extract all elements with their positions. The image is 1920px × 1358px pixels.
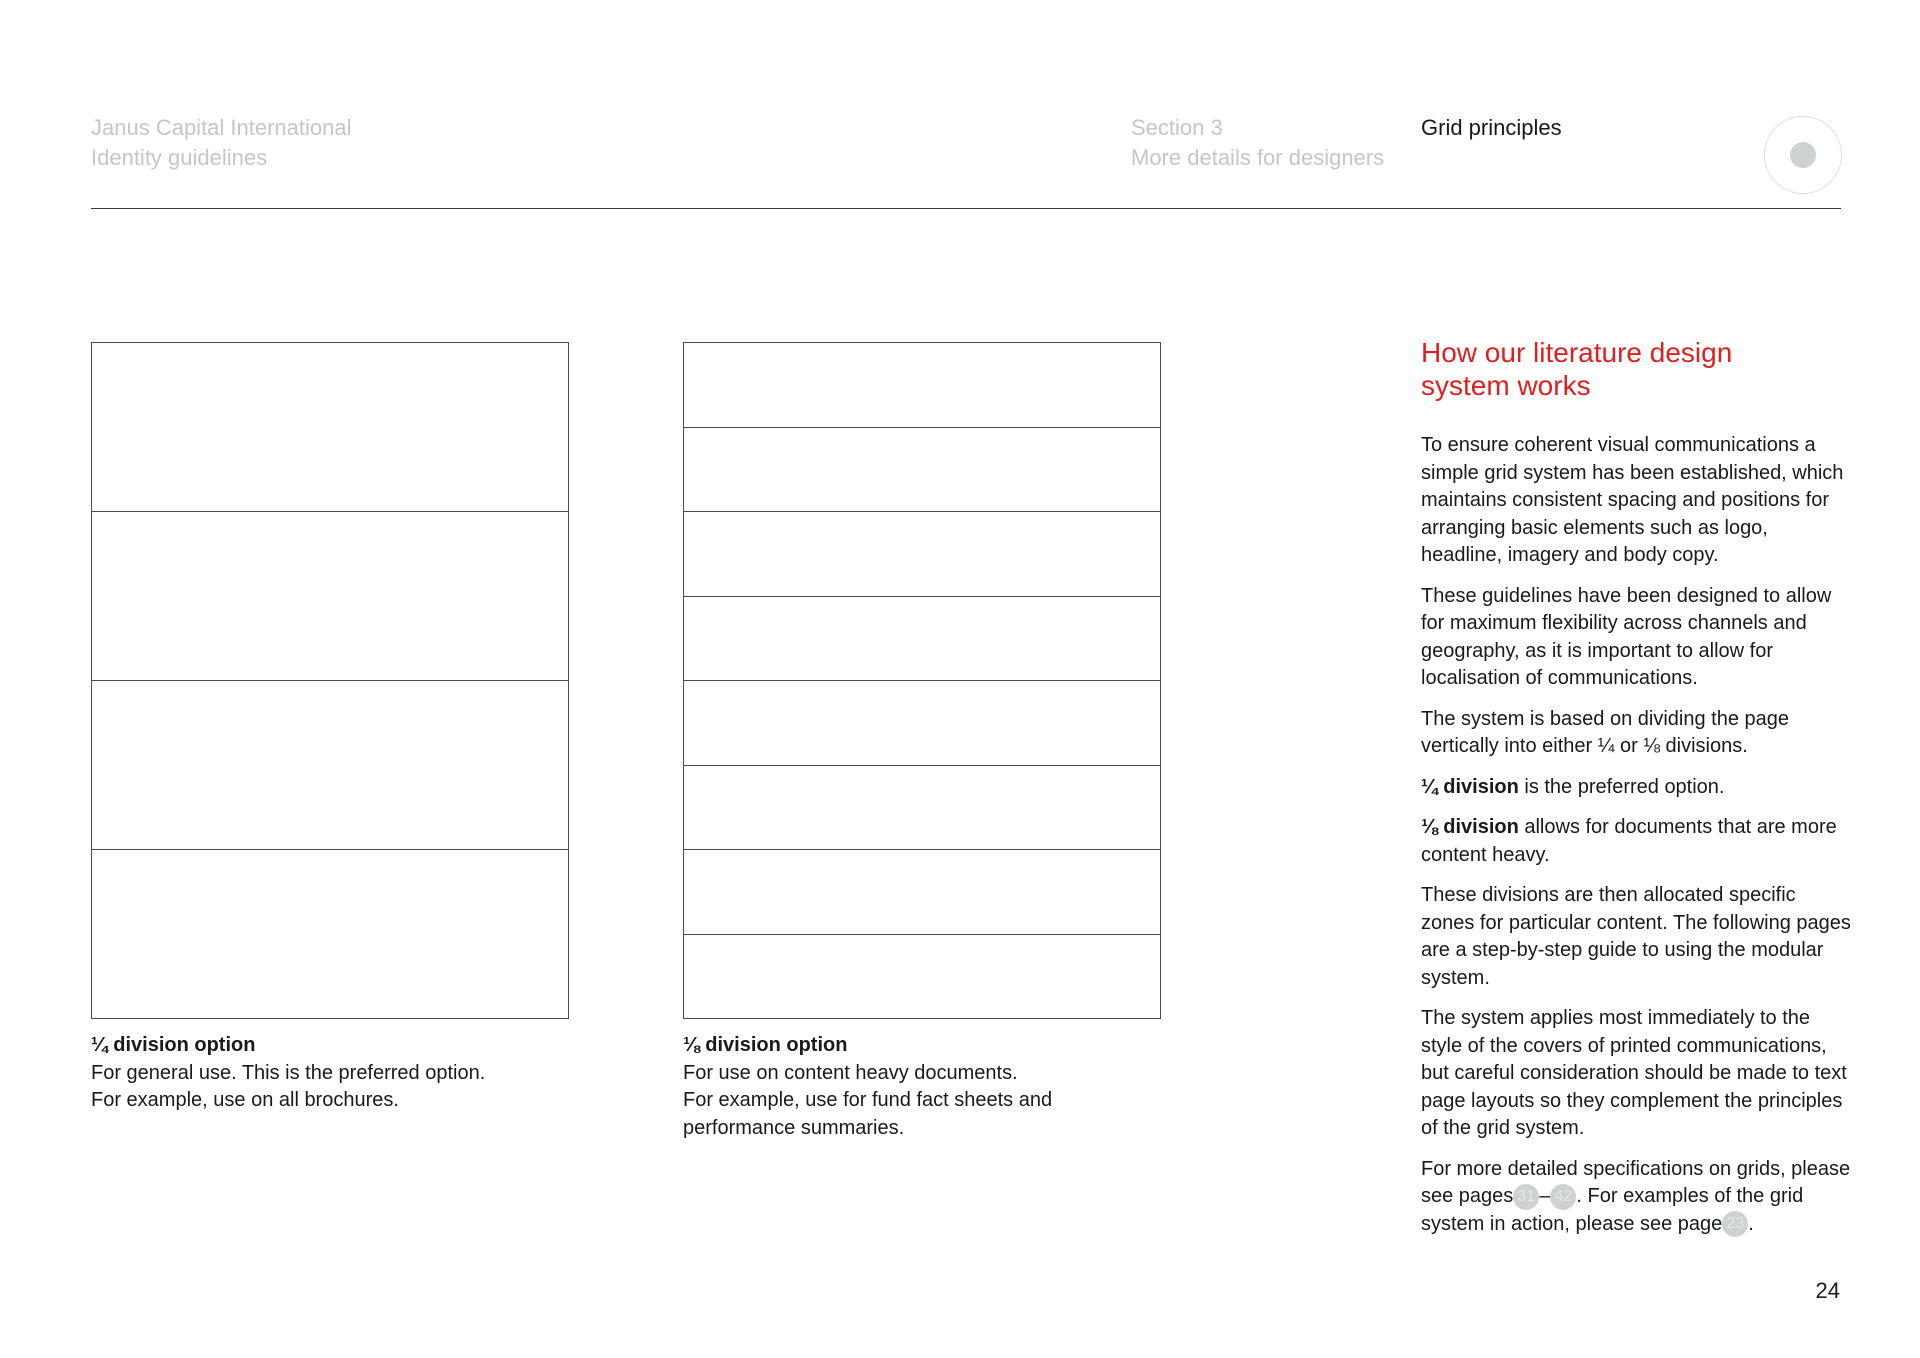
grid-division	[684, 427, 1160, 512]
grid-division	[684, 511, 1160, 596]
body-paragraph	[1421, 814, 1851, 869]
eighth-division-diagram	[683, 342, 1161, 1019]
body-text: –	[1539, 1185, 1551, 1207]
eighth-division-text-line: For example, use for fund fact sheets and	[683, 1089, 1053, 1111]
quarter-division-text-line: For general use. This is the preferred option.	[91, 1061, 486, 1084]
body-paragraph: The system applies most immediately to the style of the covers of printed communications, but careful consideration should be made to text page layouts so they complement the principles of the grid system.	[1421, 1007, 1847, 1139]
header-document-title: Identity guidelines	[91, 145, 268, 170]
eighth-division-caption	[683, 1032, 1143, 1142]
body-paragraph: To ensure coherent visual communications a simple grid system has been established, which maintains consistent spacing and positions for arranging basic elements such as logo, headline, imagery and body copy.	[1421, 434, 1844, 566]
section-heading-line: system works	[1421, 370, 1591, 401]
quarter-division-diagram	[91, 342, 569, 1019]
header-company: Janus Capital International	[91, 115, 352, 140]
body-text: allows for documents that are more content heavy.	[1421, 816, 1837, 866]
eighth-division-title: ⅛ division option	[683, 1034, 848, 1056]
quarter-division-caption	[91, 1032, 551, 1115]
eighth-division-text-line: For use on content heavy documents.	[683, 1061, 1018, 1084]
grid-division	[684, 849, 1160, 934]
grid-division	[92, 511, 568, 680]
quarter-division-text-line: For example, use on all brochures.	[91, 1089, 399, 1111]
header-current-topic: Grid principles	[1421, 115, 1562, 140]
header-divider	[91, 208, 1841, 209]
body-text: .	[1748, 1212, 1754, 1235]
grid-division	[92, 680, 568, 849]
section-heading-line: How our literature design	[1421, 337, 1733, 368]
page-link-end[interactable]: 42	[1550, 1184, 1576, 1210]
body-paragraph	[1421, 1156, 1851, 1239]
body-paragraph: These guidelines have been designed to allow for maximum flexibility across channels and geography, as it is important to allow for localisation of communications.	[1421, 584, 1832, 689]
body-text: is the preferred option.	[1518, 775, 1725, 798]
section-heading	[1421, 336, 1841, 402]
body-copy	[1421, 432, 1851, 1251]
body-paragraph: These divisions are then allocated specific zones for particular content. The following pages are a step-by-step guide to using the modular system.	[1421, 884, 1851, 989]
grid-division	[684, 343, 1160, 427]
eighth-division-term: ⅛ division	[1421, 816, 1519, 838]
header-section-number: Section 3	[1131, 115, 1223, 140]
quarter-division-term: ¼ division	[1421, 775, 1519, 798]
grid-division	[684, 934, 1160, 1019]
header-section-title: More details for designers	[1131, 145, 1385, 170]
grid-division	[684, 680, 1160, 765]
grid-division	[92, 343, 568, 511]
body-text: For more detailed specifications on grids, please see pages	[1421, 1157, 1851, 1207]
page-link-examples[interactable]: 23	[1722, 1211, 1748, 1237]
grid-division	[684, 765, 1160, 850]
body-text: . For examples of the grid system in action, please see page	[1421, 1185, 1804, 1235]
grid-division	[92, 849, 568, 1018]
home-button[interactable]	[1764, 116, 1842, 194]
grid-division	[684, 596, 1160, 681]
page-number: 24	[1815, 1278, 1840, 1303]
eighth-division-text-line: performance summaries.	[683, 1116, 905, 1139]
page-link-start[interactable]: 31	[1513, 1184, 1539, 1210]
body-paragraph	[1421, 774, 1851, 802]
home-dot-icon	[1790, 142, 1816, 168]
quarter-division-title: ¼ division option	[91, 1034, 256, 1056]
body-paragraph: The system is based on dividing the page vertically into either ¼ or ⅛ divisions.	[1421, 707, 1789, 757]
